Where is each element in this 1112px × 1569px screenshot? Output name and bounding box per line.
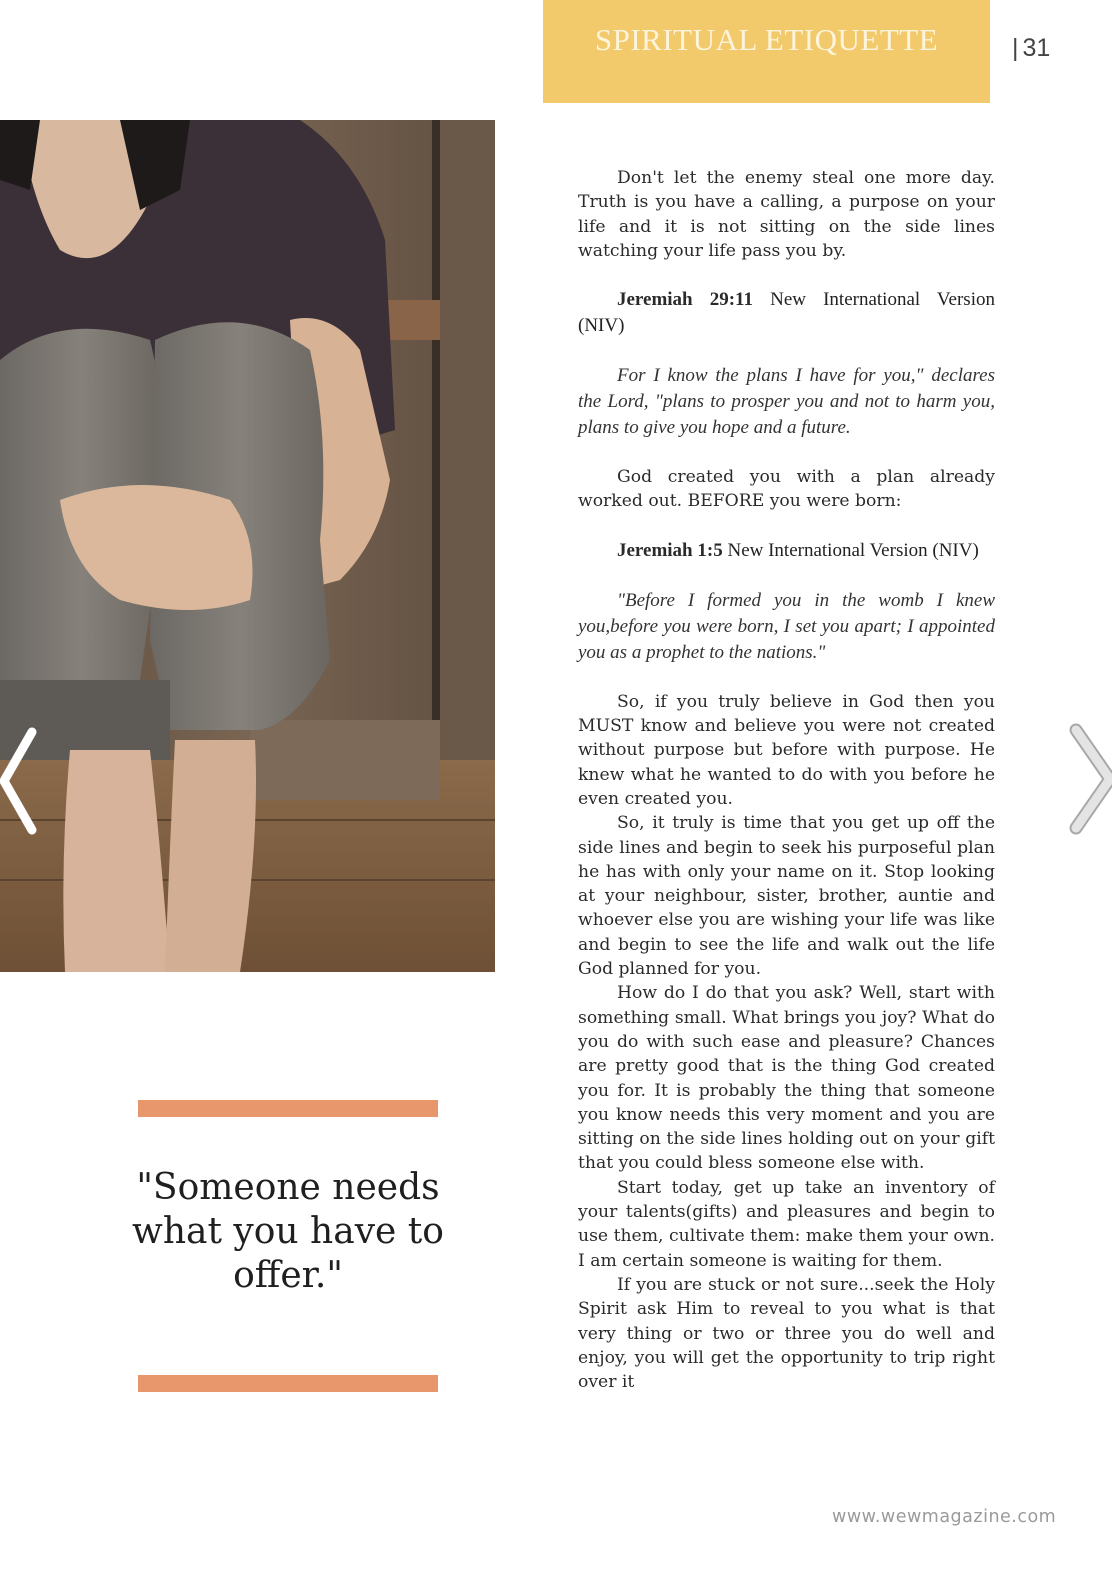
page-number-value: 31 [1022,34,1051,62]
scripture-reference [578,287,995,339]
article-paragraph: Don't let the enemy steal one more day. Truth is you have a calling, a purpose on your life and it is not sitting on the side lines watching your life pass you by. [578,168,995,261]
scripture-reference [578,538,995,564]
article-paragraph: God created you with a plan already worked out. BEFORE you were born: [578,467,995,512]
page-number [1012,34,1050,63]
scripture-reference-title: Jeremiah 29:11 [617,289,754,311]
pull-quote-top-rule [138,1100,438,1117]
article-paragraph: So, it truly is time that you get up off the side lines and begin to seek his purposeful plan he has with only your name on it. Stop looking at your neighbour, sister, brother, auntie and whoever else you are wishing your life was like and begin to see the life and walk out the life God planned for you. [578,813,995,980]
pull-quote-bottom-rule [138,1375,438,1392]
article-paragraph: So, if you truly believe in God then you MUST know and believe you were not created without purpose but before with purpose. He knew what he wanted to do with you before he even created you. [578,691,995,809]
previous-page-button[interactable] [0,722,42,840]
section-title: SPIRITUAL ETIQUETTE [594,22,939,57]
page-number-divider: | [1012,34,1019,62]
chevron-right-icon [1064,720,1112,838]
next-page-button[interactable] [1064,720,1112,838]
photo-illustration [0,120,495,972]
section-header-band [543,0,990,103]
scripture-verse: "Before I formed you in the womb I knew you,before you were born, I set you apart; I appointed you as a prophet to the nations." [578,589,995,663]
scripture-reference-title: Jeremiah 1:5 [617,539,723,561]
chevron-left-icon [0,722,42,840]
footer-website-url[interactable]: www.wewmagazine.com [832,1507,1057,1527]
pull-quote: "Someone needs what you have to offer." [132,1167,444,1296]
article-body [578,166,995,1394]
article-photo [0,120,495,972]
scripture-verse: For I know the plans I have for you," declares the Lord, "plans to prosper you and not to harm you, plans to give you hope and a future. [578,365,995,439]
scripture-version: New International Version (NIV) [722,539,979,561]
article-paragraph: Start today, get up take an inventory of your talents(gifts) and pleasures and begin to use them, cultivate them: make them your own. I am certain someone is waiting for them. [578,1177,995,1271]
article-paragraph: How do I do that you ask? Well, start with something small. What brings you joy? What do you do with such ease and pleasure? Chances are pretty good that is the thing God created you for. It is probably the thing that someone you know needs this very moment and you are sitting on the side lines holding out on your gift that you could bless someone else with. [578,983,995,1174]
scripture-version: New International Version (NIV) [578,289,995,337]
article-paragraph: If you are stuck or not sure...seek the Holy Spirit ask Him to reveal to you what is that very thing or two or three you do well and enjoy, you will get the opportunity to trip right over it [578,1274,995,1393]
